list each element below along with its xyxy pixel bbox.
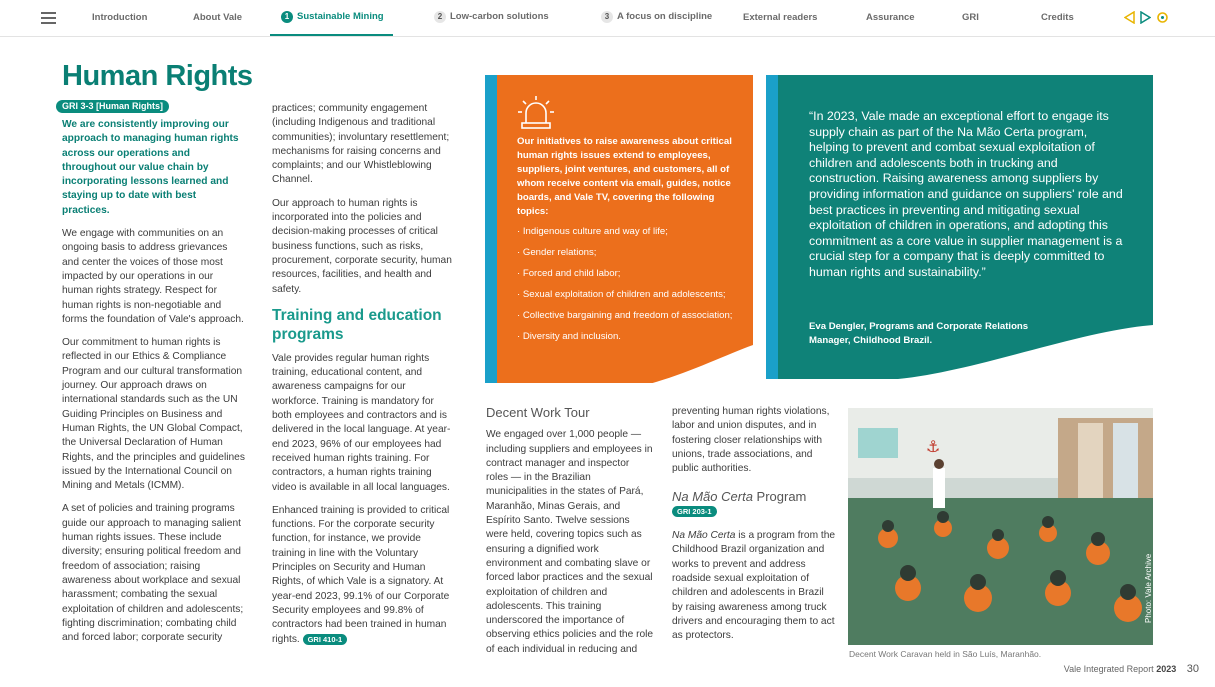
nav-label: Low-carbon solutions [450,11,549,22]
heading-italic: Na Mão Certa [672,489,753,505]
paragraph-text: is a program from the Childhood Brazil organization and works to prevent and address roadside sexual exploitation of children and adolescents in Brazil by raising awareness among truck drivers and encouraging them to act as protectors. [672,530,836,642]
awareness-box [485,75,753,383]
paragraph: practices; community engagement (including Indigenous and traditional communities); involuntary resettlement; mechanisms for raising concerns and complaints; and our Whistleblowing Channel. [272,103,450,186]
column-1 [62,118,246,654]
quote-author: Eva Dengler, Programs and Corporate Relations Manager, Childhood Brazil. [809,321,1029,346]
nav-about-vale[interactable]: About Vale [193,12,243,23]
nav-label: Sustainable Mining [297,11,384,22]
nav-credits[interactable]: Credits [1041,12,1074,23]
paragraph [672,529,836,643]
gri-tag [672,505,836,519]
section-heading [672,490,836,504]
list-item: · Collective bargaining and freedom of association; [517,310,733,321]
paragraph: Our commitment to human rights is reflected in our Ethics & Compliance Program and our cultural transformation journey. Our approach draws on international standards such as the UN Guiding Principles on Business and Human Rights, the UN Global Compact, the Universal Declaration of Human Rights, and the principles and guidelines issued by the International Council on Mining and Metals (ICMM). [62,337,245,492]
quote-text: “In 2023, Vale made an exceptional effort to engage its supply chain as part of the Na Mão Certa program, helping to prevent and combat sexual exploitation of children and adolescents both in trucking and construction. Raising awareness among suppliers by providing information and guidance on suppliers' role and best practices in preventing and mitigating sexual exploitation of children in operations, and adopting this commitment as a core value in supplier management is a crucial step for a company that is deeply committed to human rights and sustainability.” [809,109,1123,279]
page-number: 30 [1186,663,1199,675]
wave-decoration [485,345,753,385]
photo-caption: Decent Work Caravan held in São Luís, Maranhão. [849,649,1042,659]
heading-rest: Program [752,489,807,505]
svg-text:⚓: ⚓ [926,437,941,456]
nav-focus-discipline[interactable] [601,11,712,23]
paragraph: We engage with communities on an ongoing basis to address grievances and center the voices of those most impacted by our operations in our human rights strategy. Respect for human rights is non-negotiable and forms the foundation of Vale's approach. [62,228,244,325]
list-item: · Gender relations; [517,247,597,258]
nav-number-badge: 3 [601,11,613,23]
awareness-text [517,135,747,351]
report-name: Vale Integrated Report [1063,664,1154,674]
paragraph [272,504,455,647]
box-accent-stripe [485,75,497,383]
menu-icon[interactable] [41,12,56,27]
paragraph: Our approach to human rights is incorporated into the policies and decision-making processes of critical business functions, such as risks, procurement, corporate security, human resources, facilities, and health and safety. [272,197,452,295]
gri-tag [56,96,169,114]
gri-tag-label: GRI 3-3 [Human Rights] [56,100,169,113]
paragraph: We engaged over 1,000 people — including suppliers and employees in contract manager and inspector roles — in the Brazilian municipalities in the states of Pará, Maranhão, Minas Gerais, and Espírito Santo. Twelve sessions were held, covering topics such as ensuring a dignified work environment and combating slave or forced labor practices and the sexual exploitation of children and adolescents. This training underscored the importance of observing ethics policies and the role of each individual in reducing and [486,429,654,655]
prev-page-icon[interactable] [1124,11,1136,24]
paragraph: Vale provides regular human rights training, educational content, and awareness campaigns for our workforce. Training is mandatory for both employees and contractors and is delivered in the local language. At year-end 2023, 96% of our employees had received human rights training. For contractors, a human rights training video is available in all local languages. [272,352,451,493]
list-item: · Sexual exploitation of children and adolescents; [517,289,726,300]
section-heading: Training and education programs [272,306,442,343]
nav-low-carbon[interactable] [434,11,549,23]
page-title: Human Rights [62,60,253,92]
home-icon[interactable] [1156,11,1169,24]
photo-credit: Photo: Vale Archive [1144,553,1153,623]
awareness-intro: Our initiatives to raise awareness about critical human rights issues extend to employees, suppliers, joint ventures, and customers, all of whom receive content via email, guides, notice boards, and Vale TV, covering the following topics: [517,136,732,217]
nav-external-readers[interactable]: External readers [743,12,818,23]
decent-work-section [486,406,654,666]
photo-illustration [848,408,1153,645]
nav-assurance[interactable]: Assurance [866,12,915,23]
nav-label: A focus on discipline [617,11,713,22]
section-heading: Decent Work Tour [486,405,590,420]
na-mao-certa-section [672,405,836,652]
paragraph-text: Enhanced training is provided to critical functions. For the corporate security function, for instance, we provide training in line with the Voluntary Principles on Security and Human Rights, of which Vale is a signatory. At year-end 2023, 99.1% of our Corporate Security employees and 99.8% of contractors had been trained in human rights. [272,504,450,645]
next-page-icon[interactable] [1139,11,1151,24]
paragraph: preventing human rights violations, labor and union disputes, and in fostering closer relationships with unions, trade associations, and public authorities. [672,406,830,475]
nav-number-badge: 2 [434,11,446,23]
active-tab-indicator [270,34,393,36]
alarm-light-icon [517,95,555,131]
program-name: Na Mão Certa [672,530,736,542]
nav-gri[interactable]: GRI [962,12,979,23]
nav-introduction[interactable]: Introduction [92,12,148,23]
nav-number-badge: 1 [281,11,293,23]
list-item: · Indigenous culture and way of life; [517,226,668,237]
list-item: · Diversity and inclusion. [517,331,621,342]
box-accent-stripe [766,75,778,379]
list-item: · Forced and child labor; [517,268,621,279]
nav-sustainable-mining[interactable] [281,11,384,23]
lead-paragraph: We are consistently improving our approach to managing human rights across our operations and throughout our value chain by incorporating lessons learned and staying up to date with best practices. [62,119,239,216]
paragraph: A set of policies and training programs guide our approach to managing salient human rights issues. These include diversity; ensuring political freedom and freedom of association; raising awareness about workplace and sexual harassment; combating the sexual exploitation of children and adolescents; fighting discrimination; combating child and forced labor; corporate security [62,503,244,644]
event-photo [848,408,1153,645]
report-year: 2023 [1156,664,1177,674]
column-2 [272,102,455,656]
gri-tag: GRI 410-1 [303,634,348,645]
quote-box [766,75,1153,379]
page-footer [1064,663,1199,675]
top-nav [0,0,1215,37]
gri-tag-label: GRI 203-1 [672,506,717,517]
topic-list [517,225,747,344]
